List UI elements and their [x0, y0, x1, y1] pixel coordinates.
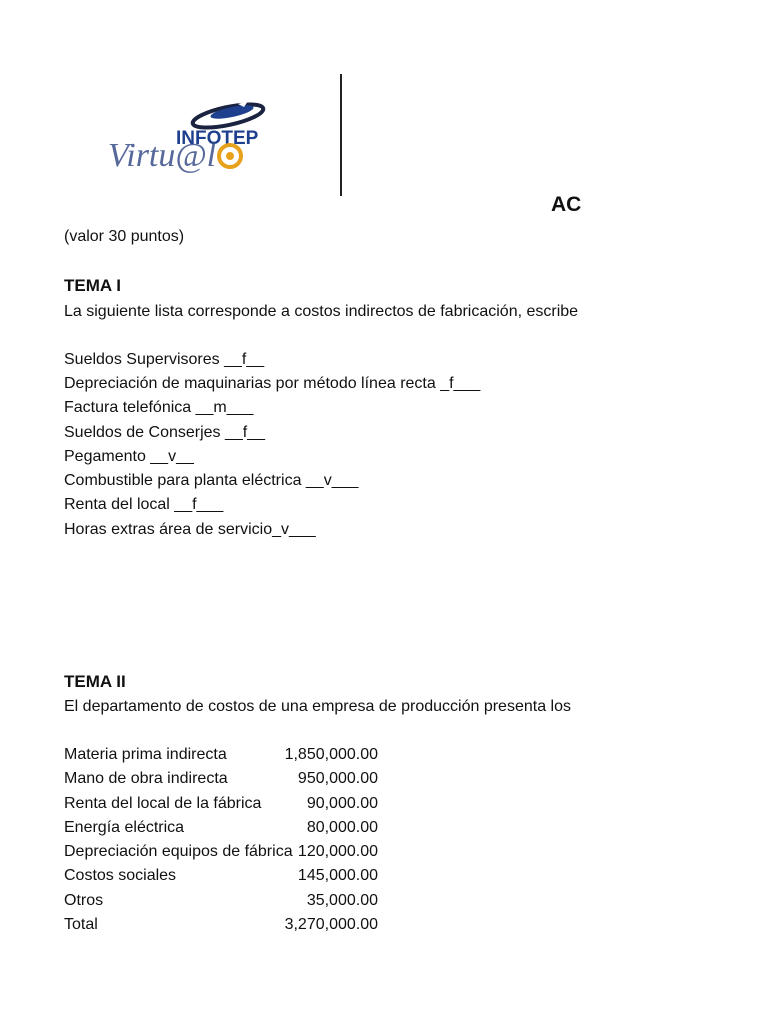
tema2-instruction: El departamento de costos de una empresa de producción presenta los: [64, 698, 571, 715]
list-item: Sueldos de Conserjes __f__: [64, 424, 266, 441]
cost-amount: 35,000.00: [306, 892, 378, 909]
tema1-instruction: La siguiente lista corresponde a costos indirectos de fabricación, escribe: [64, 303, 579, 320]
cost-label: Otros: [64, 892, 104, 909]
cost-label: Mano de obra indirecta: [64, 770, 228, 787]
cost-amount: 80,000.00: [306, 819, 378, 836]
list-item: Renta del local __f___: [64, 496, 224, 513]
logo-virtual-text: Virtu@l: [108, 137, 217, 174]
cost-label: Renta del local de la fábrica: [64, 795, 262, 812]
cost-label: Materia prima indirecta: [64, 746, 227, 763]
cost-amount: 90,000.00: [306, 795, 378, 812]
document-title: AC: [551, 193, 582, 216]
cost-total-label: Total: [64, 916, 98, 933]
cost-amount: 145,000.00: [297, 867, 378, 884]
value-note: (valor 30 puntos): [64, 228, 185, 245]
cost-amount: 1,850,000.00: [284, 746, 378, 763]
list-item: Combustible para planta eléctrica __v___: [64, 472, 359, 489]
list-item: Depreciación de maquinarias por método línea recta _f___: [64, 375, 481, 392]
logo-infotep-text: INFOTEP: [176, 128, 259, 149]
list-item: Pegamento __v__: [64, 448, 194, 465]
list-item: Sueldos Supervisores __f__: [64, 351, 265, 368]
cost-amount: 120,000.00: [297, 843, 378, 860]
list-item: Factura telefónica __m___: [64, 399, 254, 416]
cost-label: Depreciación equipos de fábrica: [64, 843, 293, 860]
tema1-heading: TEMA I: [64, 276, 121, 295]
cost-amount: 950,000.00: [297, 770, 378, 787]
list-item: Horas extras área de servicio_v___: [64, 521, 316, 538]
cost-total-amount: 3,270,000.00: [284, 916, 378, 933]
cost-label: Costos sociales: [64, 867, 177, 884]
tema2-heading: TEMA II: [64, 672, 126, 691]
cost-label: Energía eléctrica: [64, 819, 185, 836]
